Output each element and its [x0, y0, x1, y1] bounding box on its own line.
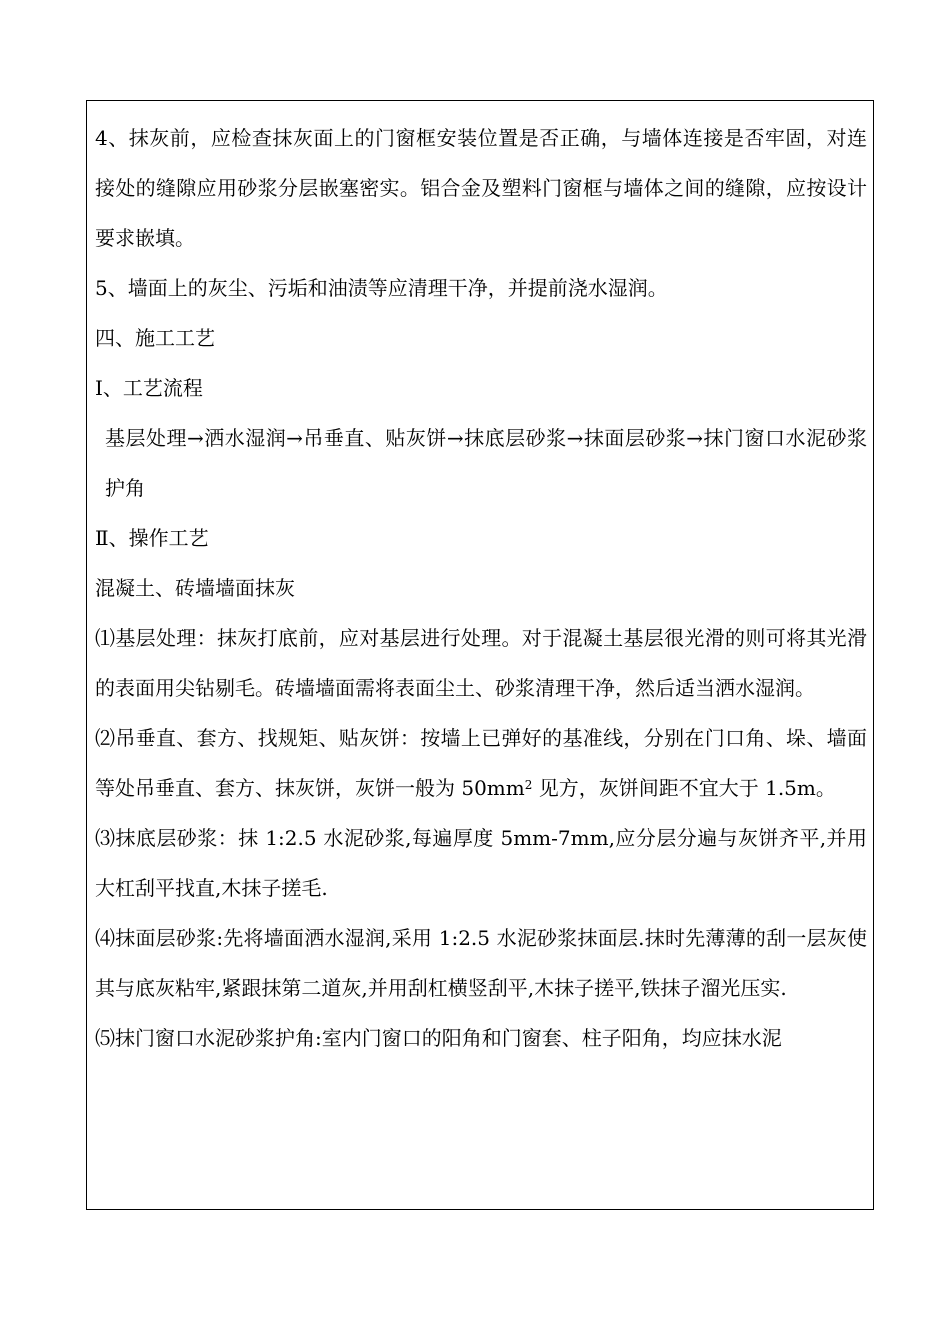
paragraph-item-5: 5、墙面上的灰尘、污垢和油渍等应清理干净，并提前浇水湿润。 [95, 276, 668, 300]
topic-heading-wall-plastering: 混凝土、砖墙墙面抹灰 [95, 576, 295, 600]
document-frame [86, 100, 874, 1210]
subsection-heading-operation-process: Ⅱ、操作工艺 [95, 526, 209, 550]
section-heading-construction-process: 四、施工工艺 [95, 326, 215, 350]
step-1-base-treatment: ⑴基层处理：抹灰打底前，应对基层进行处理。对于混凝土基层很光滑的则可将其光滑的表面用尖钻剔毛。砖墙墙面需将表面尘土、砂浆清理干净，然后适当洒水湿润。 [95, 626, 867, 700]
step-4-finish-coat: ⑷抹面层砂浆:先将墙面洒水湿润,采用 1:2.5 水泥砂浆抹面层.抹时先薄薄的刮一层灰使其与底灰粘牢,紧跟抹第二道灰,并用刮杠横竖刮平,木抹子搓平,铁抹子溜光压实. [95, 926, 867, 1000]
paragraph-item-4: 4、抹灰前，应检查抹灰面上的门窗框安装位置是否正确，与墙体连接是否牢固，对连接处的缝隙应用砂浆分层嵌塞密实。铝合金及塑料门窗框与墙体之间的缝隙，应按设计要求嵌填。 [95, 126, 867, 250]
step-2-plumb-and-cakes [95, 713, 867, 813]
step-2-text-after: 见方，灰饼间距不宜大于 1.5m。 [532, 776, 836, 800]
superscript-exponent: 2 [524, 778, 533, 792]
subsection-heading-process-flow: Ⅰ、工艺流程 [95, 376, 203, 400]
step-5-corner-protection: ⑸抹门窗口水泥砂浆护角:室内门窗口的阳角和门窗套、柱子阳角，均应抹水泥 [95, 1026, 782, 1050]
document-body [95, 113, 867, 1063]
step-2-text-before: ⑵吊垂直、套方、找规矩、贴灰饼：按墙上已弹好的基准线，分别在门口角、垛、墙面等处吊垂直、套方、抹灰饼，灰饼一般为 50mm [95, 726, 867, 800]
process-flow-text: 基层处理→洒水湿润→吊垂直、贴灰饼→抹底层砂浆→抹面层砂浆→抹门窗口水泥砂浆护角 [105, 426, 867, 500]
step-3-base-coat: ⑶抹底层砂浆：抹 1:2.5 水泥砂浆,每遍厚度 5mm-7mm,应分层分遍与灰饼齐平,并用大杠刮平找直,木抹子搓毛. [95, 826, 867, 900]
